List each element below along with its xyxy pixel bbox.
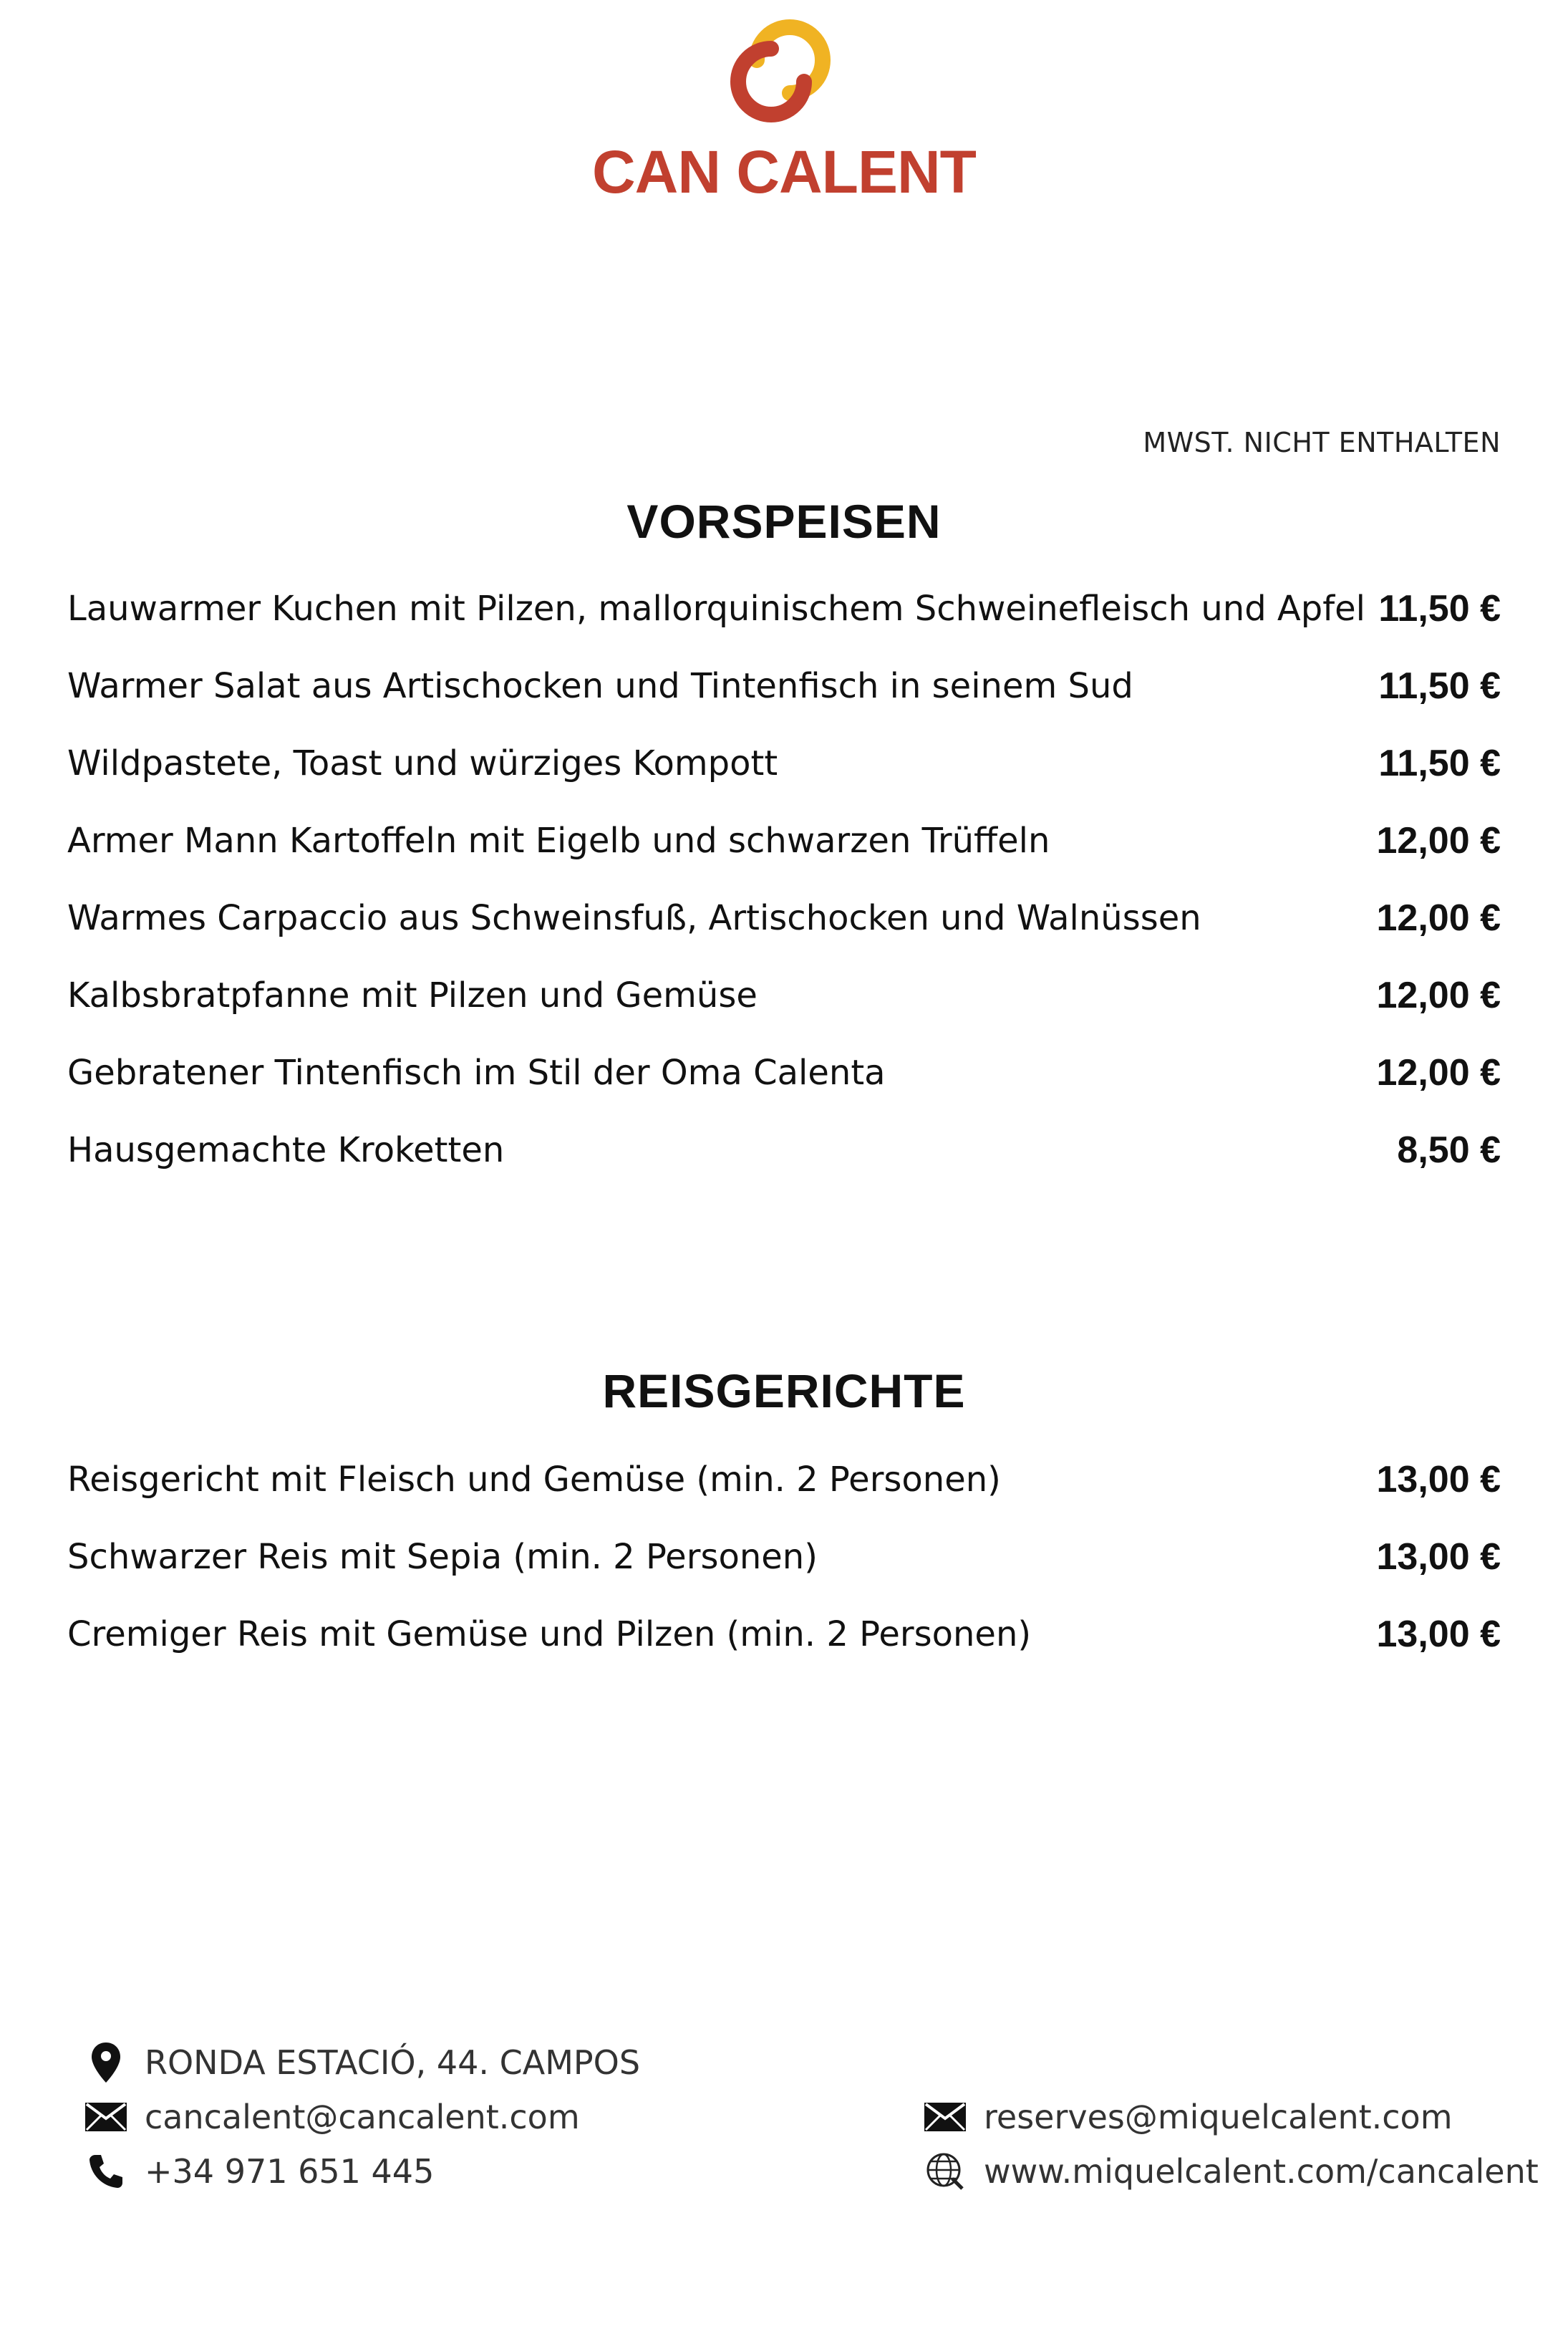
dish-price: 11,50 € — [1378, 743, 1501, 784]
menu-item — [67, 1034, 1501, 1111]
menu-item — [67, 647, 1501, 725]
logo-mark-icon — [720, 13, 848, 135]
menu-item — [67, 879, 1501, 957]
dish-price: 8,50 € — [1397, 1129, 1501, 1171]
logo — [0, 13, 1568, 207]
dish-price: 12,00 € — [1376, 1052, 1501, 1094]
envelope-icon — [83, 2098, 129, 2136]
dish-price: 13,00 € — [1376, 1459, 1501, 1500]
section-title-reisgerichte: REISGERICHTE — [602, 1364, 966, 1417]
phone-link[interactable]: +34 971 651 445 — [145, 2152, 435, 2191]
dish-name: Cremiger Reis mit Gemüse und Pilzen (min. 2 Personen) — [67, 1614, 1032, 1654]
menu-list-reisgerichte — [67, 1441, 1501, 1673]
menu-item — [67, 1111, 1501, 1189]
dish-name: Schwarzer Reis mit Sepia (min. 2 Personen) — [67, 1537, 818, 1577]
menu-item — [67, 957, 1501, 1034]
menu-item — [67, 1596, 1501, 1673]
dish-price: 13,00 € — [1376, 1614, 1501, 1655]
dish-name: Wildpastete, Toast und würziges Kompott — [67, 743, 778, 783]
dish-name: Reisgericht mit Fleisch und Gemüse (min. 2 Personen) — [67, 1460, 1001, 1500]
dish-price: 12,00 € — [1376, 897, 1501, 939]
menu-item — [67, 570, 1501, 647]
contact-right — [922, 2090, 1539, 2199]
section-title-vorspeisen: VORSPEISEN — [626, 495, 942, 548]
website-row — [922, 2144, 1539, 2199]
dish-price: 12,00 € — [1376, 975, 1501, 1016]
reservations-email-link[interactable]: reserves@miquelcalent.com — [984, 2098, 1453, 2136]
brand-name: CAN CALENT — [592, 138, 976, 206]
dish-price: 11,50 € — [1378, 588, 1501, 630]
menu-item — [67, 1518, 1501, 1596]
menu-item — [67, 725, 1501, 802]
dish-price: 11,50 € — [1378, 665, 1501, 707]
dish-name: Armer Mann Kartoffeln mit Eigelb und schwarzen Trüffeln — [67, 821, 1050, 861]
phone-row — [83, 2144, 640, 2199]
dish-name: Kalbsbratpfanne mit Pilzen und Gemüse — [67, 975, 758, 1016]
menu-item — [67, 1441, 1501, 1518]
dish-price: 12,00 € — [1376, 820, 1501, 862]
phone-icon — [83, 2153, 129, 2190]
reservations-row — [922, 2090, 1539, 2144]
menu-list-vorspeisen — [67, 570, 1501, 1189]
dish-price: 13,00 € — [1376, 1536, 1501, 1578]
envelope-icon — [922, 2098, 968, 2136]
menu-item — [67, 802, 1501, 879]
dish-name: Hausgemachte Kroketten — [67, 1130, 505, 1170]
dish-name: Warmer Salat aus Artischocken und Tintenfisch in seinem Sud — [67, 666, 1133, 706]
dish-name: Warmes Carpaccio aus Schweinsfuß, Artischocken und Walnüssen — [67, 898, 1201, 938]
dish-name: Gebratener Tintenfisch im Stil der Oma Calenta — [67, 1053, 886, 1093]
website-link[interactable]: www.miquelcalent.com/cancalent — [984, 2152, 1539, 2191]
globe-icon — [922, 2153, 968, 2190]
email-row — [83, 2090, 640, 2144]
contact-left — [83, 2035, 640, 2199]
address-text: RONDA ESTACIÓ, 44. CAMPOS — [145, 2043, 641, 2082]
dish-name: Lauwarmer Kuchen mit Pilzen, mallorquinischem Schweinefleisch und Apfel — [67, 589, 1365, 629]
vat-note: MWST. NICHT ENTHALTEN — [1143, 427, 1501, 458]
email-link[interactable]: cancalent@cancalent.com — [145, 2098, 580, 2136]
address-row — [83, 2035, 640, 2090]
map-pin-icon — [83, 2044, 129, 2081]
